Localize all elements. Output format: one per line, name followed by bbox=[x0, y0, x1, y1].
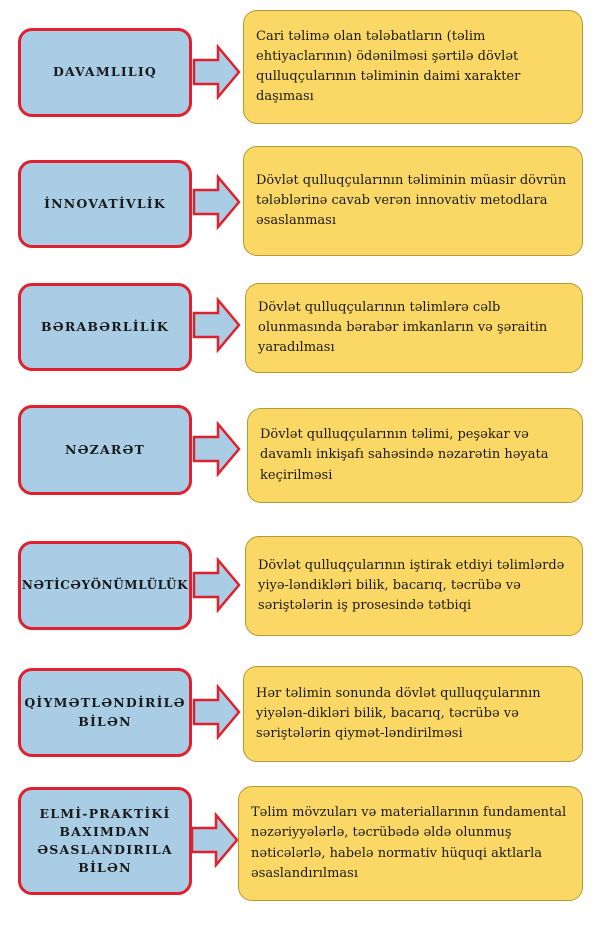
principle-label-box bbox=[18, 541, 192, 630]
principle-label: ELMİ-PRAKTİKİ BAXIMDAN ƏSASLANDIRILA BİLƏN bbox=[37, 805, 173, 876]
principle-description-box bbox=[247, 408, 583, 503]
right-arrow-icon bbox=[192, 557, 242, 613]
principle-description: Cari təlimə olan tələbatların (təlim ehtiyaclarının) ödənilməsi şərtilə dövlət qulluqçularının təliminin daimi xarakter daşıması bbox=[256, 28, 521, 105]
principle-description: Təlim mövzuları və materiallarının fundamental nəzəriyyələrlə, təcrübədə əldə olunmuş nəticələrlə, habelə normativ hüquqi aktlarla əsaslandırılması bbox=[251, 805, 567, 881]
right-arrow-icon bbox=[190, 812, 240, 868]
principle-description: Hər təlimin sonunda dövlət qulluqçularının yiyələn-dikləri bilik, bacarıq, təcrübə və səriştələrin qiymət-ləndirilməsi bbox=[256, 685, 541, 742]
principle-label-box bbox=[18, 160, 192, 248]
principle-description-box bbox=[243, 666, 583, 762]
right-arrow-icon bbox=[192, 44, 242, 100]
right-arrow-icon bbox=[192, 684, 242, 740]
right-arrow-icon bbox=[192, 297, 242, 353]
principle-description: Dövlət qulluqçularının təlimlərə cəlb olunmasında bərabər imkanların və şəraitin yaradılması bbox=[258, 299, 548, 356]
principle-description: Dövlət qulluqçularının təliminin müasir dövrün tələblərinə cavab verən innovativ metodlara əsaslanması bbox=[256, 172, 567, 229]
principle-description-box bbox=[243, 10, 583, 124]
principle-description-box bbox=[243, 146, 583, 256]
right-arrow-icon bbox=[192, 421, 242, 477]
principle-label-box bbox=[18, 787, 192, 895]
principle-label-box bbox=[18, 28, 192, 117]
principle-label: QİYMƏTLƏNDİRİLƏ BİLƏN bbox=[24, 695, 186, 729]
principle-label: BƏRABƏRLİLİK bbox=[41, 318, 169, 334]
principle-description-box bbox=[238, 786, 583, 901]
principle-label-box bbox=[18, 283, 192, 371]
principle-description: Dövlət qulluqçularının təlimi, peşəkar və davamlı inkişafı sahəsində nəzarətin həyata keçirilməsi bbox=[260, 427, 549, 483]
principle-label: NƏZARƏT bbox=[64, 441, 146, 457]
principle-label-box bbox=[18, 668, 192, 757]
principle-description-box bbox=[245, 283, 583, 373]
principle-label: İNNOVATİVLİK bbox=[44, 195, 166, 211]
principle-label: DAVAMLILIQ bbox=[52, 64, 158, 80]
right-arrow-icon bbox=[192, 174, 242, 230]
principle-description-box bbox=[245, 536, 583, 636]
principle-description: Dövlət qulluqçularının iştirak etdiyi təlimlərdə yiyə-ləndikləri bilik, bacarıq, təcrübə və səriştələrin iş prosesində tətbiqi bbox=[258, 557, 565, 614]
principle-label-box bbox=[18, 405, 192, 495]
principle-label: NƏTİCƏYÖNÜMLÜLÜK bbox=[21, 577, 189, 592]
